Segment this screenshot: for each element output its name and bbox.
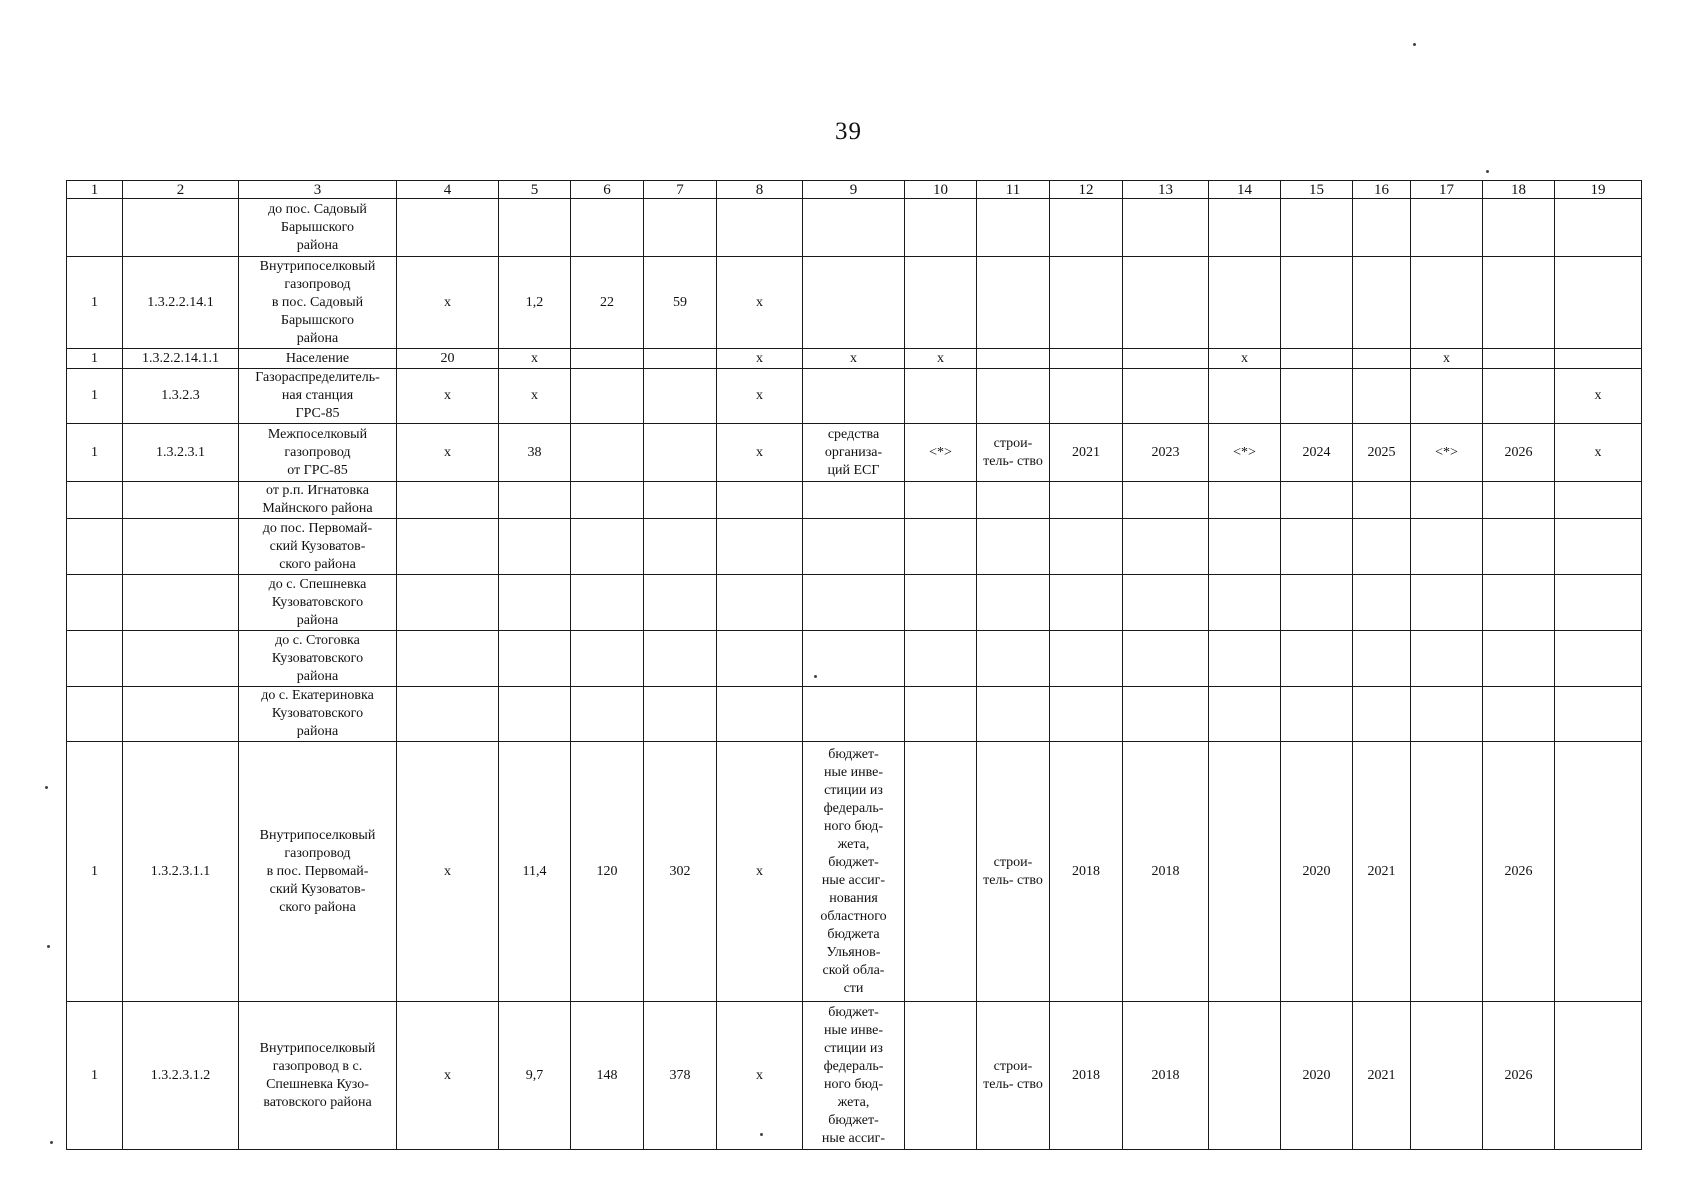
table-cell [1281,482,1353,519]
table-cell: х [717,424,803,482]
table-row [67,742,1642,1002]
table-cell [397,482,499,519]
table-body [67,199,1642,1150]
table-cell [1411,631,1483,687]
table-cell: строи- тель- ство [977,742,1050,1002]
scan-speck [50,1141,53,1144]
table-cell [905,257,977,349]
table-cell [1555,482,1642,519]
table-row [67,349,1642,369]
table-cell [644,631,717,687]
table-cell [1209,575,1281,631]
item-name-cell: до пос. Первомай- ский Кузоватов- ского района [239,519,397,575]
table-cell [1209,369,1281,424]
table-cell: 1 [67,349,123,369]
table-cell: 2026 [1483,1002,1555,1150]
header-cell: 7 [644,181,717,199]
table-cell [1281,631,1353,687]
table-cell [499,687,571,742]
funding-source-cell [803,575,905,631]
table-cell [1483,631,1555,687]
table-cell [1411,482,1483,519]
table-cell: х [717,1002,803,1150]
table-cell: 1 [67,742,123,1002]
table-cell: х [397,424,499,482]
funding-source-cell: бюджет- ные инве- стиции из федераль- ного бюд- жета, бюджет- ные ассиг- нования областного бюджета Ульянов- ской обла- сти [803,742,905,1002]
item-code-cell [123,575,239,631]
table-cell [1353,575,1411,631]
table-cell: х [499,369,571,424]
table-cell [67,575,123,631]
table-row [67,575,1642,631]
table-cell: 2023 [1123,424,1209,482]
header-cell: 8 [717,181,803,199]
table-cell [571,687,644,742]
header-cell: 12 [1050,181,1123,199]
table-cell [1209,519,1281,575]
item-code-cell: 1.3.2.3.1.1 [123,742,239,1002]
table-row [67,369,1642,424]
table-cell [571,349,644,369]
table-cell [644,369,717,424]
header-cell: 3 [239,181,397,199]
table-cell: 302 [644,742,717,1002]
table-cell [1483,687,1555,742]
table-cell [905,575,977,631]
table-cell: 2026 [1483,424,1555,482]
table-row [67,1002,1642,1150]
table-cell [1555,199,1642,257]
table-cell [1483,257,1555,349]
table-cell [1209,1002,1281,1150]
table-cell [1483,369,1555,424]
table-cell [1555,631,1642,687]
item-code-cell: 1.3.2.3.1.2 [123,1002,239,1150]
table-cell [571,369,644,424]
table-cell: <*> [905,424,977,482]
table-cell [1050,369,1123,424]
table-cell [499,631,571,687]
table-cell [1123,482,1209,519]
table-cell [1050,687,1123,742]
table-cell: 59 [644,257,717,349]
header-cell: 4 [397,181,499,199]
table-cell: 2021 [1353,742,1411,1002]
table-cell [1209,742,1281,1002]
header-row [67,181,1642,199]
table-cell: 2021 [1050,424,1123,482]
table-cell: 2024 [1281,424,1353,482]
item-name-cell: Внутрипоселковый газопровод в с. Спешневка Кузо- ватовского района [239,1002,397,1150]
table-cell: 2018 [1050,742,1123,1002]
item-name-cell: до пос. Садовый Барышского района [239,199,397,257]
item-code-cell [123,482,239,519]
funding-source-cell [803,631,905,687]
table-cell [67,519,123,575]
table-cell: х [905,349,977,369]
table-cell [977,257,1050,349]
table-cell [499,199,571,257]
table-cell [1281,687,1353,742]
table-cell: 9,7 [499,1002,571,1150]
table-cell: 1,2 [499,257,571,349]
table-cell [1353,369,1411,424]
table-row [67,482,1642,519]
scan-speck [760,1133,763,1136]
table-cell: х [1555,424,1642,482]
table-cell [1353,349,1411,369]
header-cell: 18 [1483,181,1555,199]
table-cell [1123,349,1209,369]
table-cell [717,519,803,575]
table-cell [905,369,977,424]
table-cell [905,687,977,742]
funding-source-cell [803,687,905,742]
header-cell: 14 [1209,181,1281,199]
table-cell [905,631,977,687]
table-cell [1123,369,1209,424]
table-cell [67,631,123,687]
table-cell: строи- тель- ство [977,1002,1050,1150]
item-code-cell [123,199,239,257]
item-code-cell: 1.3.2.2.14.1 [123,257,239,349]
table-cell [1353,199,1411,257]
table-cell: 2020 [1281,742,1353,1002]
item-name-cell: Внутрипоселковый газопровод в пос. Первомай- ский Кузоватов- ского района [239,742,397,1002]
item-name-cell: Межпоселковый газопровод от ГРС-85 [239,424,397,482]
table-cell [1281,369,1353,424]
table-cell [1209,687,1281,742]
table-cell [1209,257,1281,349]
table-cell [717,199,803,257]
table-cell: 120 [571,742,644,1002]
scan-speck [814,675,817,678]
table-cell [1483,349,1555,369]
table-cell [1209,199,1281,257]
table-cell [644,349,717,369]
scan-speck [45,786,48,789]
header-cell: 13 [1123,181,1209,199]
table-cell [717,575,803,631]
table-row [67,519,1642,575]
table-cell [1411,519,1483,575]
table-cell: 2021 [1353,1002,1411,1150]
table-cell [977,687,1050,742]
header-cell: 10 [905,181,977,199]
header-cell: 1 [67,181,123,199]
table-cell [644,482,717,519]
scan-speck [47,945,50,948]
table-cell [1555,349,1642,369]
table-cell: 20 [397,349,499,369]
table-cell [499,519,571,575]
investment-table [66,180,1642,1150]
item-name-cell: до с. Спешневка Кузоватовского района [239,575,397,631]
table-cell [397,575,499,631]
item-code-cell [123,631,239,687]
table-cell [1483,482,1555,519]
table-cell [571,575,644,631]
table-cell [905,482,977,519]
table-cell [1050,519,1123,575]
table-cell: х [717,349,803,369]
table-cell [1483,575,1555,631]
table-cell [397,199,499,257]
table-cell: 2026 [1483,742,1555,1002]
table-cell [1411,199,1483,257]
table-cell: х [717,742,803,1002]
header-cell: 19 [1555,181,1642,199]
table-cell: 378 [644,1002,717,1150]
table-row [67,257,1642,349]
table-cell [571,199,644,257]
item-name-cell: от р.п. Игнатовка Майнского района [239,482,397,519]
table-row [67,424,1642,482]
table-row [67,199,1642,257]
table-cell [977,349,1050,369]
table-cell [1353,482,1411,519]
table-cell: 2018 [1123,742,1209,1002]
table-cell [1123,687,1209,742]
table-cell [499,575,571,631]
table-cell: 38 [499,424,571,482]
header-cell: 5 [499,181,571,199]
table-cell [1209,482,1281,519]
funding-source-cell [803,369,905,424]
header-cell: 15 [1281,181,1353,199]
funding-source-cell: средства организа- ций ЕСГ [803,424,905,482]
table-cell [571,631,644,687]
table-cell [717,631,803,687]
header-cell: 17 [1411,181,1483,199]
table-cell [977,575,1050,631]
item-code-cell: 1.3.2.2.14.1.1 [123,349,239,369]
table-cell: х [499,349,571,369]
table-cell [1411,742,1483,1002]
table-cell [977,199,1050,257]
table-cell: 11,4 [499,742,571,1002]
table-cell [1050,631,1123,687]
table-cell: х [397,369,499,424]
table-cell [1209,631,1281,687]
table-cell [644,199,717,257]
funding-source-cell [803,199,905,257]
funding-source-cell: х [803,349,905,369]
table-cell [1411,1002,1483,1150]
table-cell [905,519,977,575]
table-cell [397,631,499,687]
table-cell [397,519,499,575]
table-cell: <*> [1411,424,1483,482]
table-cell [1281,349,1353,369]
table-cell [1411,257,1483,349]
table-cell: 2018 [1050,1002,1123,1150]
table-cell [1353,519,1411,575]
item-code-cell [123,519,239,575]
table-cell [67,482,123,519]
table-cell: 148 [571,1002,644,1150]
funding-source-cell [803,519,905,575]
page-number: 39 [835,118,862,145]
table-cell [1555,1002,1642,1150]
table-cell [977,519,1050,575]
table-cell [1281,575,1353,631]
table-cell: 1 [67,424,123,482]
table-cell [977,369,1050,424]
table-cell [1281,199,1353,257]
table-cell: х [397,257,499,349]
table-cell: строи- тель- ство [977,424,1050,482]
table-cell [397,687,499,742]
table-cell [1353,257,1411,349]
table-cell: 2018 [1123,1002,1209,1150]
funding-source-cell: бюджет- ные инве- стиции из федераль- ного бюд- жета, бюджет- ные ассиг- [803,1002,905,1150]
table-cell: х [397,742,499,1002]
table-cell [1123,575,1209,631]
table-cell [1050,482,1123,519]
table-cell [1050,349,1123,369]
table-cell: <*> [1209,424,1281,482]
table-cell: х [1209,349,1281,369]
table-cell [571,519,644,575]
table-cell [67,199,123,257]
header-cell: 9 [803,181,905,199]
table-cell [499,482,571,519]
table-cell [1555,687,1642,742]
table-cell [1555,257,1642,349]
table-cell [905,1002,977,1150]
table-cell [905,742,977,1002]
table-cell: 1 [67,257,123,349]
table-cell [1411,369,1483,424]
table-cell [1123,631,1209,687]
table-cell [977,482,1050,519]
table-cell: 22 [571,257,644,349]
table-cell [644,424,717,482]
table-cell: 2025 [1353,424,1411,482]
table-cell [1281,257,1353,349]
table-cell: 1 [67,1002,123,1150]
header-cell: 6 [571,181,644,199]
funding-source-cell [803,257,905,349]
table-cell [571,424,644,482]
item-name-cell: до с. Стоговка Кузоватовского района [239,631,397,687]
table-cell [571,482,644,519]
table-cell: 1 [67,369,123,424]
header-cell: 2 [123,181,239,199]
table-cell [1555,742,1642,1002]
table-cell [1411,575,1483,631]
item-code-cell [123,687,239,742]
table-cell [1123,519,1209,575]
table-cell [1483,199,1555,257]
table-cell: х [717,257,803,349]
funding-source-cell [803,482,905,519]
table-cell [1411,687,1483,742]
table-cell [644,687,717,742]
table-cell [717,482,803,519]
table-cell [1555,519,1642,575]
scan-speck [1486,170,1489,173]
table-cell [1123,257,1209,349]
table-cell: х [1555,369,1642,424]
table-cell: 2020 [1281,1002,1353,1150]
header-cell: 16 [1353,181,1411,199]
table-cell: х [1411,349,1483,369]
table-cell [1353,687,1411,742]
table-cell [717,687,803,742]
table-row [67,631,1642,687]
table-cell [977,631,1050,687]
table-cell [644,575,717,631]
table-row [67,687,1642,742]
item-code-cell: 1.3.2.3.1 [123,424,239,482]
table-cell [644,519,717,575]
table-cell [1050,199,1123,257]
header-cell: 11 [977,181,1050,199]
table-cell [905,199,977,257]
scan-speck [1413,43,1416,46]
item-name-cell: Внутрипоселковый газопровод в пос. Садовый Барышского района [239,257,397,349]
item-name-cell: до с. Екатериновка Кузоватовского района [239,687,397,742]
table-cell [1050,257,1123,349]
item-code-cell: 1.3.2.3 [123,369,239,424]
table-cell [1555,575,1642,631]
table-cell [1281,519,1353,575]
item-name-cell: Газораспределитель- ная станция ГРС-85 [239,369,397,424]
table-cell [67,687,123,742]
table-cell [1353,631,1411,687]
table-cell [1123,199,1209,257]
table-cell: х [717,369,803,424]
item-name-cell: Население [239,349,397,369]
table-cell: х [397,1002,499,1150]
table-cell [1050,575,1123,631]
table-cell [1483,519,1555,575]
